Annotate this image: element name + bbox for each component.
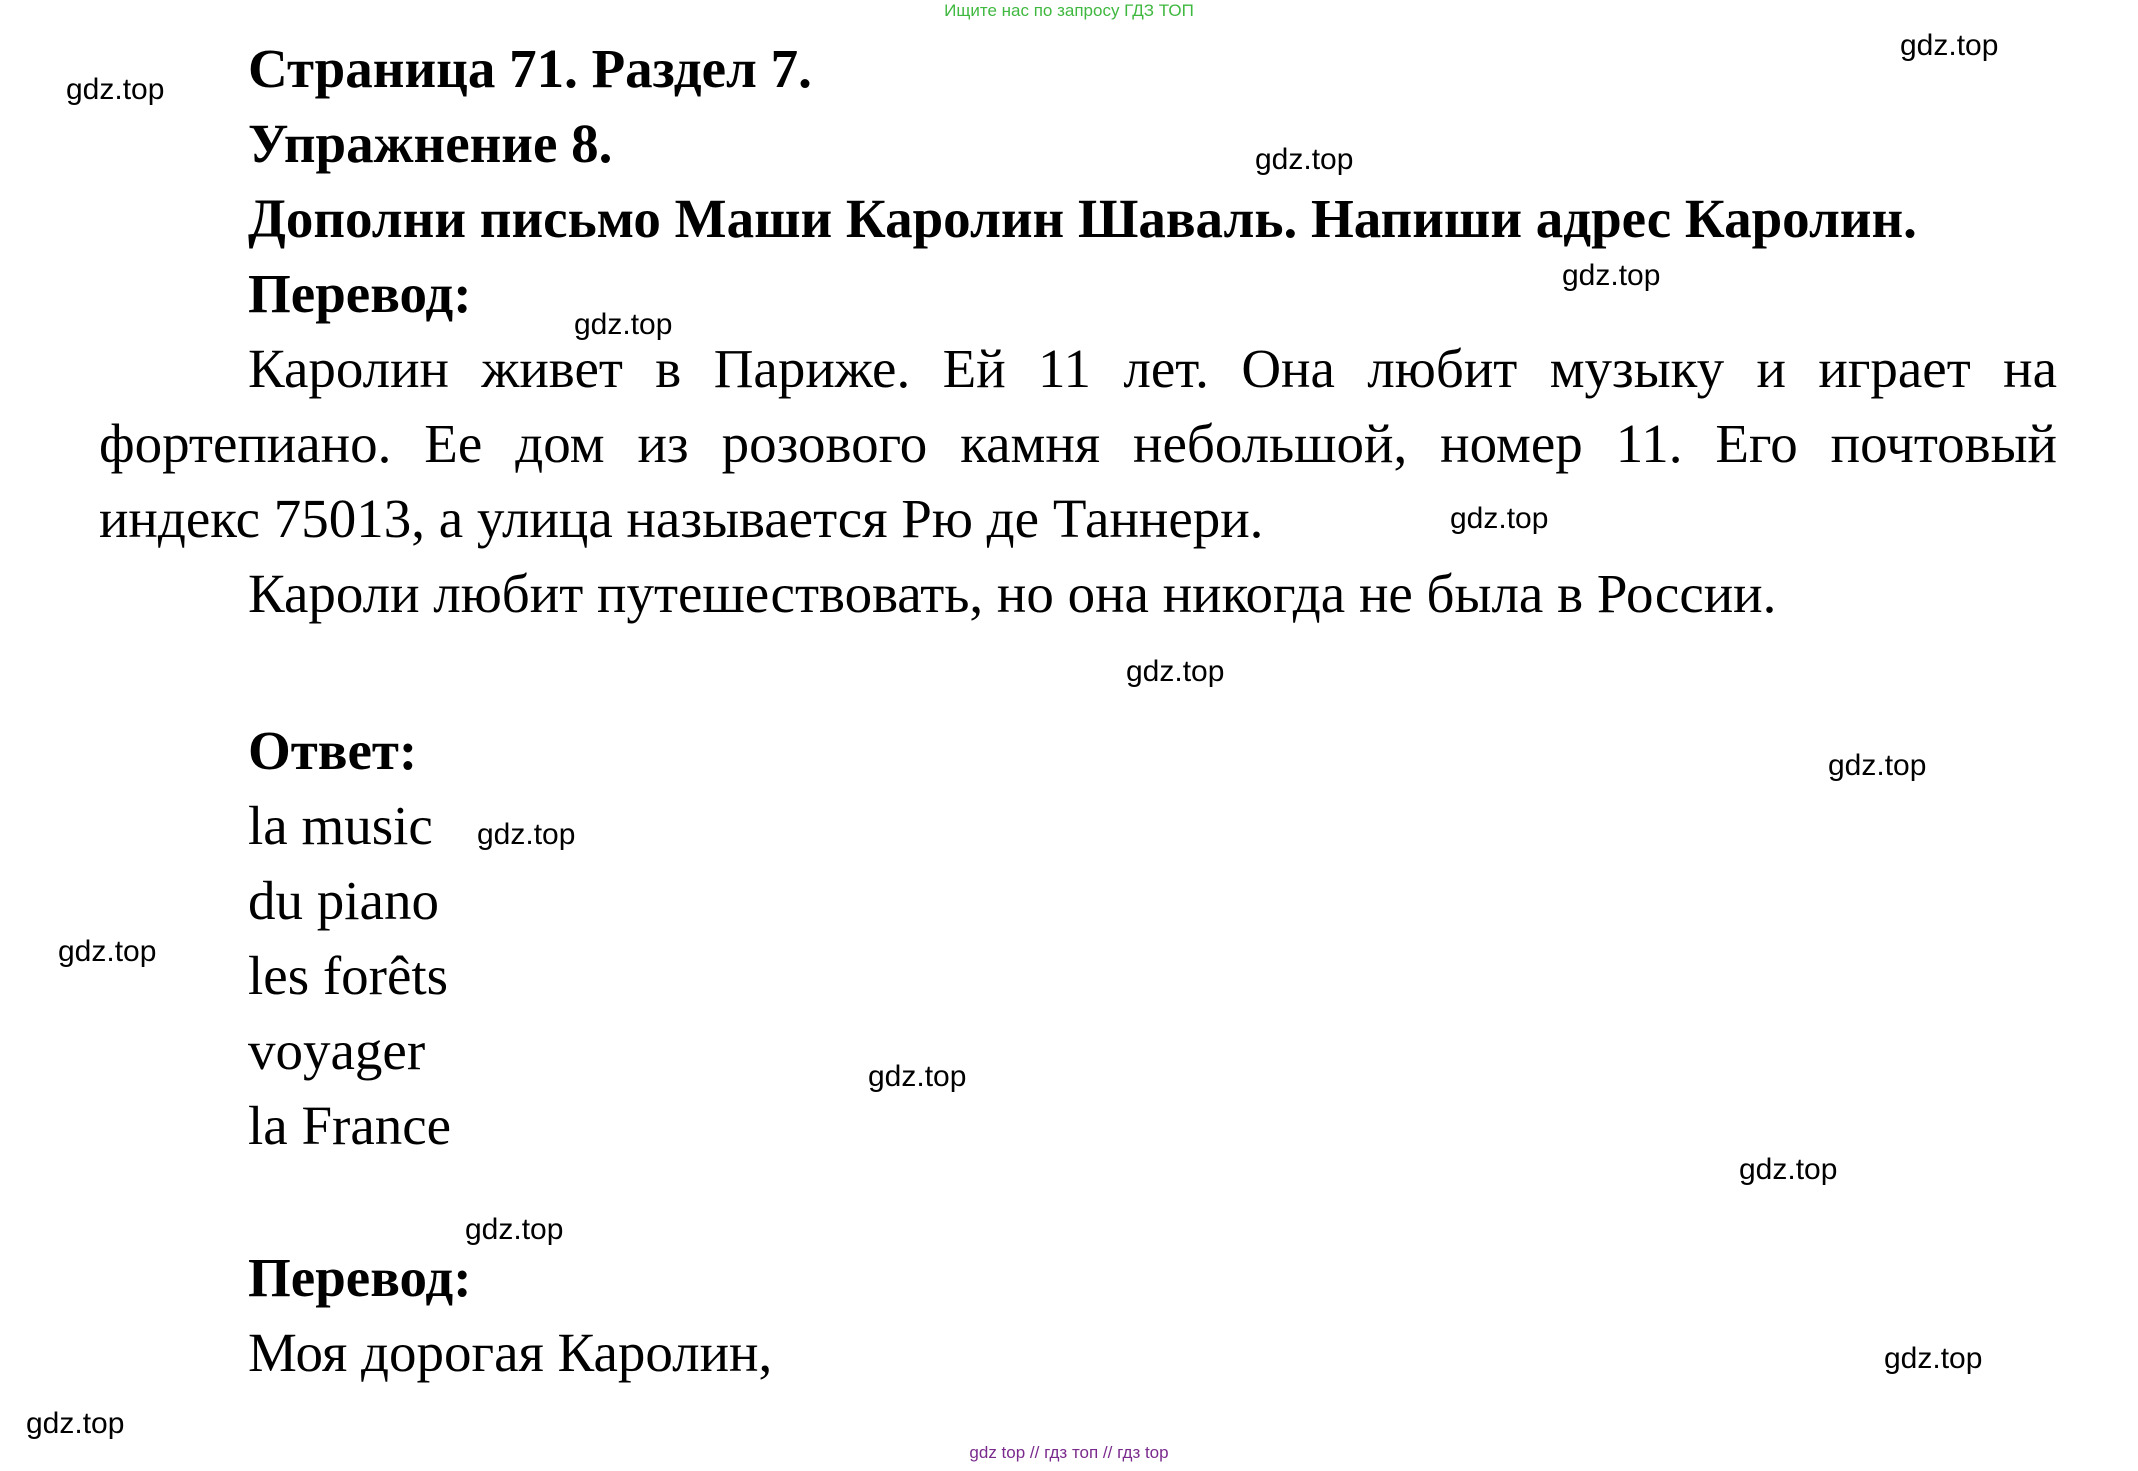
watermark: gdz.top [1126,655,1225,688]
watermark: gdz.top [1562,259,1661,292]
answer-item: la music [248,795,433,856]
second-translation-line-1: Моя дорогая Каролин, [248,1322,773,1383]
translation-label: Перевод: [248,263,472,324]
watermark: gdz.top [1255,143,1354,176]
watermark: gdz.top [574,308,673,341]
footer-watermark: gdz top // гдз топ // гдз top [969,1443,1169,1462]
watermark: gdz.top [58,935,157,968]
exercise-heading: Упражнение 8. [248,113,613,174]
translation-line-2: фортепиано. Ее дом из розового камня небольшой, номер 11. Его почтовый [99,413,2057,474]
watermark: gdz.top [477,818,576,851]
translation-line-4: Кароли любит путешествовать, но она никогда не была в России. [248,563,1777,624]
watermark: gdz.top [868,1060,967,1093]
task-heading: Дополни письмо Маши Каролин Шаваль. Напиши адрес Каролин. [248,188,1917,249]
watermark: gdz.top [1900,29,1999,62]
answer-item: du piano [248,870,439,931]
page-section-heading: Страница 71. Раздел 7. [248,38,812,99]
answer-item: les forêts [248,945,449,1006]
translation-line-1: Каролин живет в Париже. Ей 11 лет. Она любит музыку и играет на [248,338,2057,399]
watermark: gdz.top [1884,1342,1983,1375]
translation-line-3: индекс 75013, а улица называется Рю де Таннери. [99,488,1264,549]
top-banner: Ищите нас по запросу ГДЗ ТОП [944,1,1194,20]
watermark: gdz.top [66,73,165,106]
watermark: gdz.top [1739,1153,1838,1186]
answer-item: la France [248,1095,452,1156]
watermark: gdz.top [465,1213,564,1246]
answer-item: voyager [248,1020,426,1081]
watermark: gdz.top [26,1407,125,1440]
watermark: gdz.top [1828,749,1927,782]
watermark: gdz.top [1450,502,1549,535]
answer-label: Ответ: [248,720,418,781]
second-translation-label: Перевод: [248,1247,472,1308]
